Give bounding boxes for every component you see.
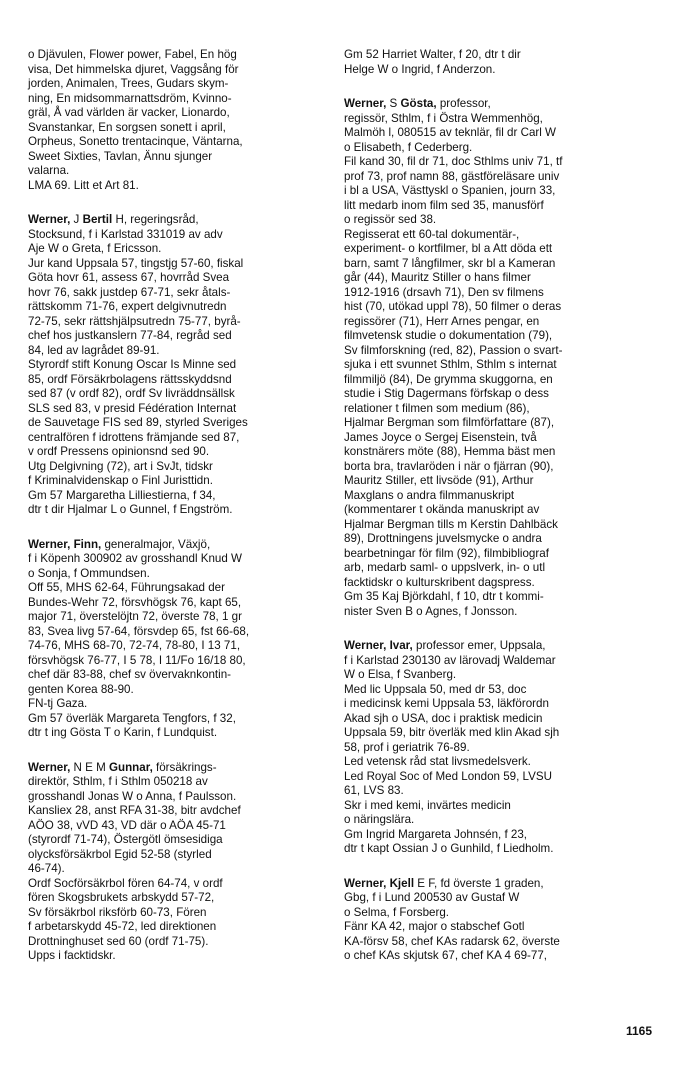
entry-heading-rest: H, regeringsråd, bbox=[112, 213, 199, 226]
text-line: Styrordf stift Konung Oscar Is Minne sed bbox=[28, 358, 237, 371]
text-line: o Djävulen, Flower power, Fabel, En hög bbox=[28, 48, 237, 61]
text-line: nister Sven B o Agnes, f Jonsson. bbox=[344, 604, 518, 618]
text-line: jorden, Animalen, Trees, Gudars skym- bbox=[28, 77, 229, 90]
text-line: f i Karlstad 230130 av lärovadj Waldemar bbox=[344, 653, 556, 667]
entry-cont bbox=[28, 48, 326, 193]
text-line: de Sauvetage FIS sed 89, styrled Sveriges bbox=[28, 416, 248, 429]
text-line: Drottninghuset sed 60 (ordf 71-75). bbox=[28, 934, 209, 948]
text-line: Göta hovr 61, assess 67, hovrråd Svea bbox=[28, 271, 230, 284]
text-line: o näringslära. bbox=[344, 813, 415, 826]
entry-kjell bbox=[344, 877, 642, 964]
text-line: Fil kand 30, fil dr 71, doc Sthlms univ 71, tf bbox=[344, 155, 563, 168]
text-line: centralfören f idrottens främjande sed 87, bbox=[28, 430, 240, 444]
text-line: Aje W o Greta, f Ericsson. bbox=[28, 242, 162, 255]
text-line: arb, medarb saml- o uppslverk, in- o utl bbox=[344, 561, 546, 574]
text-line: 1912-1916 (drsavh 71), Den sv filmens bbox=[344, 285, 544, 299]
text-line: SLS sed 83, v presid Fédération Internat bbox=[28, 401, 237, 415]
entry-given-name: Gunnar, bbox=[108, 760, 153, 774]
text-line: regissör, Sthlm, f i Östra Wemmenhög, bbox=[344, 111, 543, 125]
text-line: Off 55, MHS 62-64, Führungsakad der bbox=[28, 581, 225, 594]
entry-surname: Werner, bbox=[28, 537, 71, 551]
entry-heading-rest: försäkrings- bbox=[152, 760, 217, 774]
entry-given-name: Kjell bbox=[389, 876, 415, 890]
text-line: 58, prof i geriatrik 76-89. bbox=[344, 740, 470, 754]
text-line: olycksförsäkrbol Egid 52-58 (styrled bbox=[28, 847, 212, 861]
text-line: sed 87 (v ordf 82), ordf Sv livräddnsällsk bbox=[28, 387, 235, 400]
text-line: f i Köpenh 300902 av grosshandl Knud W bbox=[28, 552, 242, 565]
text-line: W o Elsa, f Svanberg. bbox=[344, 668, 457, 681]
text-line: direktör, Sthlm, f i Sthlm 050218 av bbox=[28, 775, 208, 788]
text-line: relationer t filmen som medium (86), bbox=[344, 401, 530, 415]
text-line: major 71, överstelöjtn 72, överste 78, 1 gr bbox=[28, 610, 242, 623]
text-line: KA-försv 58, chef KAs radarsk 62, överste bbox=[344, 934, 560, 948]
text-line: Fänr KA 42, major o stabschef Gotl bbox=[344, 920, 525, 933]
entry-given-name: Ivar, bbox=[389, 639, 413, 652]
text-line: o Elisabeth, f Cederberg. bbox=[344, 140, 473, 154]
text-line: bearbetningar för film (92), filmbibliograf bbox=[344, 546, 549, 560]
text-line: valarna. bbox=[28, 164, 70, 177]
text-line: (styrordf 71-74), Östergötl ömsesidiga bbox=[28, 833, 223, 846]
text-line: Upps i facktidskr. bbox=[28, 949, 116, 962]
text-line: 84, led av lagrådet 89-91. bbox=[28, 343, 160, 357]
text-line: dtr t dir Hjalmar L o Gunnel, f Engström. bbox=[28, 503, 233, 516]
entry-given-name: Gösta, bbox=[400, 97, 437, 110]
text-line: Led vetensk råd stat livsmedelsverk. bbox=[344, 755, 531, 768]
text-line: AÖO 38, vVD 43, VD där o AÖA 45-71 bbox=[28, 818, 226, 832]
entry-heading-rest: professor emer, Uppsala, bbox=[412, 639, 546, 652]
text-line: går (44), Mauritz Stiller o hans filmer bbox=[344, 271, 531, 284]
text-line: filmvetensk studie o dokumentation (79), bbox=[344, 329, 553, 342]
entry-finn bbox=[28, 538, 326, 741]
entry-heading bbox=[344, 639, 642, 654]
entry-heading bbox=[28, 538, 326, 553]
text-line: o chef KAs skjutsk 67, chef KA 4 69-77, bbox=[344, 949, 548, 962]
entry-heading bbox=[344, 97, 642, 112]
text-line: Ordf Socförsäkrbol fören 64-74, v ordf bbox=[28, 876, 223, 890]
text-line: Gbg, f i Lund 200530 av Gustaf W bbox=[344, 891, 520, 904]
text-line: Regisserat ett 60-tal dokumentär-, bbox=[344, 227, 520, 241]
entry-initials: S bbox=[386, 97, 401, 110]
text-line: Akad sjh o USA, doc i praktisk medicin bbox=[344, 711, 543, 725]
text-line: Gm 57 Margaretha Lilliestierna, f 34, bbox=[28, 488, 216, 502]
entry-surname: Werner, bbox=[344, 97, 387, 110]
text-line: o regissör sed 38. bbox=[344, 213, 437, 226]
text-line: 72-75, sekr rättshjälpsutredn 75-77, byrå- bbox=[28, 314, 241, 328]
text-line: borta bra, travlaröden i när o fjärran (90), bbox=[344, 459, 554, 473]
text-line: Bundes-Wehr 72, försvhögsk 76, kapt 65, bbox=[28, 595, 242, 609]
text-line: Hjalmar Bergman tills m Kerstin Dahlbäck bbox=[344, 517, 558, 531]
text-line: gräl, Å vad världen är vacker, Lionardo, bbox=[28, 106, 230, 119]
text-line: hovr 76, sakk justdep 67-71, sekr åtals- bbox=[28, 285, 231, 299]
text-line: Helge W o Ingrid, f Anderzon. bbox=[344, 62, 496, 76]
text-line: litt medarb inom film sed 35, manusförf bbox=[344, 198, 544, 212]
text-line: i medicinsk kemi Uppsala 53, läkförordn bbox=[344, 697, 549, 710]
text-line: Gm 57 överläk Margareta Tengfors, f 32, bbox=[28, 711, 236, 725]
text-line: genten Korea 88-90. bbox=[28, 682, 134, 696]
text-line: Uppsala 59, bitr överläk med klin Akad sjh bbox=[344, 726, 560, 739]
text-line: o Sonja, f Ommundsen. bbox=[28, 566, 150, 580]
entry-initials: N E M bbox=[70, 760, 109, 774]
page-number: 1165 bbox=[625, 1024, 652, 1038]
text-line: grosshandl Jonas W o Anna, f Paulsson. bbox=[28, 789, 237, 803]
entry-surname: Werner, bbox=[344, 639, 387, 652]
text-line: Malmöh l, 080515 av teknlär, fil dr Carl W bbox=[344, 126, 556, 139]
text-line: fören Skogsbrukets arbskydd 57-72, bbox=[28, 891, 215, 904]
entry-gosta bbox=[344, 97, 642, 619]
entry-given-name: Finn, bbox=[73, 537, 102, 551]
text-line: ning, En midsommarnattsdröm, Kvinno- bbox=[28, 91, 232, 105]
text-line: v ordf Pressens opinionsnd sed 90. bbox=[28, 445, 210, 458]
text-line: dtr t kapt Ossian J o Gunhild, f Liedholm. bbox=[344, 842, 554, 855]
text-line: Jur kand Uppsala 57, tingstjg 57-60, fiskal bbox=[28, 256, 244, 270]
entry-heading-rest: generalmajor, Växjö, bbox=[101, 537, 211, 551]
text-line: 74-76, MHS 68-70, 72-74, 78-80, I 13 71, bbox=[28, 639, 241, 652]
text-line: 61, LVS 83. bbox=[344, 784, 404, 797]
text-line: Led Royal Soc of Med London 59, LVSU bbox=[344, 769, 552, 783]
text-line: Sweet Sixties, Tavlan, Ännu sjunger bbox=[28, 149, 213, 163]
entry-ivar bbox=[344, 639, 642, 857]
text-line: Sv försäkrbol riksförb 60-73, Fören bbox=[28, 905, 207, 919]
text-line: f Kriminalvidenskap o Finl Juristtidn. bbox=[28, 474, 213, 487]
entry-cont2 bbox=[344, 48, 642, 77]
text-line: Maxglans o andra filmmanuskript bbox=[344, 488, 515, 502]
text-line: i bl a USA, Västtyskl o Spanien, journ 33, bbox=[344, 184, 556, 197]
entry-surname: Werner, bbox=[28, 760, 71, 774]
text-line: Stocksund, f i Karlstad 331019 av adv bbox=[28, 227, 223, 241]
text-line: studie i Stig Dagermans förfskap o dess bbox=[344, 387, 549, 400]
text-line: o Selma, f Forsberg. bbox=[344, 905, 450, 919]
text-line: barn, samt 7 långfilmer, skr bl a Kameran bbox=[344, 256, 556, 270]
text-line: hist (70, utökad uppl 78), 50 filmer o deras bbox=[344, 300, 562, 313]
text-line: chef hos justkanslern 77-84, regråd sed bbox=[28, 329, 232, 342]
text-line: Utg Delgivning (72), art i SvJt, tidskr bbox=[28, 459, 213, 473]
text-line: konstnärers möte (88), Hemma bäst men bbox=[344, 445, 556, 458]
text-line: 89), Drottningens juvelsmycke o andra bbox=[344, 532, 542, 545]
text-line: Gm 52 Harriet Walter, f 20, dtr t dir bbox=[344, 48, 521, 61]
text-line: Sv filmforskning (red, 82), Passion o svart- bbox=[344, 343, 563, 357]
text-line: visa, Det himmelska djuret, Vaggsång för bbox=[28, 62, 239, 76]
text-line: Hjalmar Bergman som filmförfattare (87), bbox=[344, 416, 555, 429]
entry-surname: Werner, bbox=[28, 213, 71, 226]
text-line: facktidskr o kulturskribent dagspress. bbox=[344, 575, 535, 589]
text-line: dtr t ing Gösta T o Karin, f Lundquist. bbox=[28, 726, 218, 739]
entry-gunnar bbox=[28, 761, 326, 964]
text-line: filmmiljö (84), De grymma skuggorna, en bbox=[344, 372, 553, 386]
text-line: Gm Ingrid Margareta Johnsén, f 23, bbox=[344, 827, 528, 841]
entry-initials: J bbox=[70, 213, 83, 226]
text-line: 83, Svea livg 57-64, försvdep 65, fst 66-68, bbox=[28, 624, 250, 638]
text-line: regissörer (71), Herr Arnes pengar, en bbox=[344, 314, 540, 328]
text-line: LMA 69. Litt et Art 81. bbox=[28, 178, 139, 192]
text-line: chef där 83-88, chef sv övervaknkontin- bbox=[28, 668, 231, 681]
text-line: försvhögsk 76-77, I 5 78, I 11/Fo 16/18 80, bbox=[28, 653, 246, 667]
text-line: Kansliex 28, anst RFA 31-38, bitr avdchef bbox=[28, 804, 241, 817]
entry-heading-rest: professor, bbox=[436, 97, 491, 110]
entry-surname: Werner, bbox=[344, 876, 387, 890]
text-line: experiment- o kortfilmer, bl a Att döda ett bbox=[344, 242, 553, 255]
text-line: f arbetarskydd 45-72, led direktionen bbox=[28, 920, 217, 933]
text-line: (kommentarer t okända manuskript av bbox=[344, 503, 540, 516]
entry-given-name: Bertil bbox=[82, 213, 113, 226]
text-line: sjuka i ett svunnet Sthlm, Sthlm s internat bbox=[344, 358, 557, 371]
entry-bertil bbox=[28, 213, 326, 518]
entry-heading bbox=[28, 213, 326, 228]
entry-heading bbox=[344, 877, 642, 892]
text-line: Orpheus, Sonetto trentacinque, Väntarna, bbox=[28, 135, 243, 148]
text-line: FN-tj Gaza. bbox=[28, 697, 88, 710]
text-line: Skr i med kemi, invärtes medicin bbox=[344, 798, 511, 812]
text-line: 85, ordf Försäkrbolagens rättsskyddsnd bbox=[28, 372, 232, 386]
text-line: Svanstankar, En sorgsen sonett i april, bbox=[28, 120, 226, 134]
text-line: Med lic Uppsala 50, med dr 53, doc bbox=[344, 682, 527, 696]
text-line: Gm 35 Kaj Björkdahl, f 10, dtr t kommi- bbox=[344, 590, 544, 603]
entry-heading-rest: E F, fd överste 1 graden, bbox=[414, 876, 544, 890]
right-column bbox=[344, 48, 642, 984]
text-line: James Joyce o Sergej Eisenstein, två bbox=[344, 430, 537, 444]
text-line: rättskomm 71-76, expert delgivnutredn bbox=[28, 300, 227, 313]
left-column bbox=[28, 48, 326, 984]
text-line: 46-74). bbox=[28, 862, 65, 875]
text-line: Mauritz Stiller, ett livsöde (91), Arthur bbox=[344, 474, 534, 487]
entry-heading bbox=[28, 761, 326, 776]
text-line: prof 73, prof namn 88, gästföreläsare univ bbox=[344, 169, 560, 183]
